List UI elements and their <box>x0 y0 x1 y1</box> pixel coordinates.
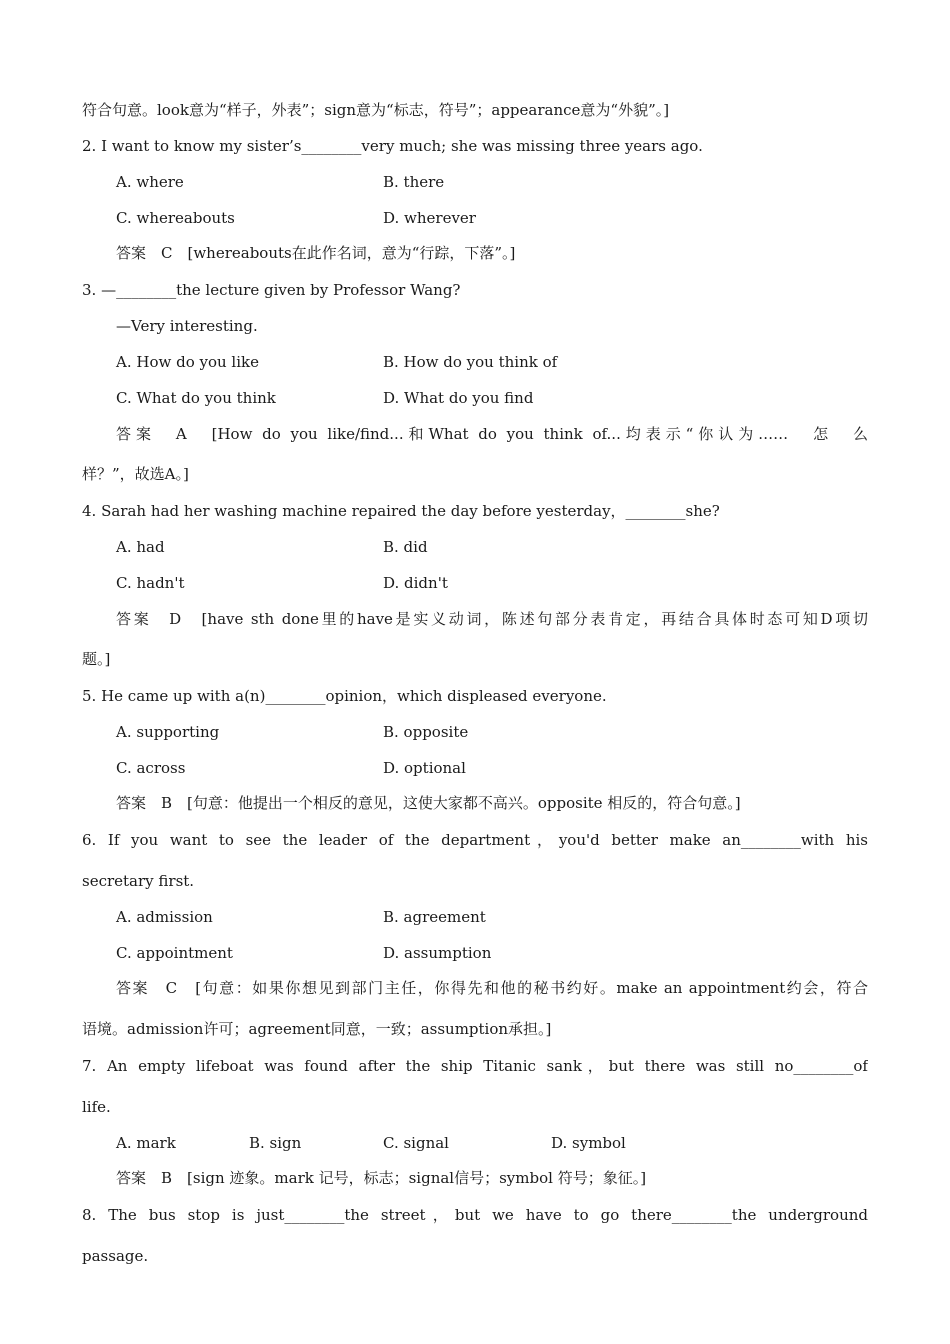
q6-option-a: A. admission <box>116 908 213 926</box>
q5-option-b: B. opposite <box>383 723 469 741</box>
q7-option-a: A. mark <box>116 1134 176 1152</box>
q6-option-c: C. appointment <box>116 944 233 962</box>
q3-answer-line2: 样？”，故选A。] <box>82 465 189 483</box>
q5-option-c: C. across <box>116 759 186 777</box>
answer-explanation-q1-tail: 符合句意。look意为“样子，外表”；sign意为“标志，符号”；appearance意为“外貌”。] <box>82 101 670 119</box>
q3-option-b: B. How do you think of <box>383 353 558 371</box>
question-5: 5. He came up with a(n)________opinion，which displeased everyone. <box>82 687 607 705</box>
q6-option-d: D. assumption <box>383 944 492 962</box>
q6-answer-line2: 语境。admission许可；agreement同意，一致；assumption承担。] <box>82 1020 552 1038</box>
q3-option-c: C. What do you think <box>116 389 276 407</box>
q3-option-d: D. What do you find <box>383 389 534 407</box>
q3-answer-line1: 答案 A [How do you like/find...和What do you think of...均表示“你认为…… 怎 么 <box>116 425 868 443</box>
question-7-line2: life. <box>82 1098 111 1116</box>
q2-option-a: A. where <box>116 173 184 191</box>
q7-option-c: C. signal <box>383 1134 449 1152</box>
q4-answer-line1: 答案 D [have sth done里的have是实义动词，陈述句部分表肯定，再结合具体时态可知D项切 <box>116 610 868 628</box>
q4-option-a: A. had <box>116 538 165 556</box>
q5-option-d: D. optional <box>383 759 466 777</box>
question-8-line2: passage. <box>82 1247 149 1265</box>
q7-answer: 答案 B [sign 迹象。mark 记号，标志；signal信号；symbol 符号；象征。] <box>116 1169 647 1187</box>
q2-option-c: C. whereabouts <box>116 209 235 227</box>
q6-option-b: B. agreement <box>383 908 486 926</box>
q5-answer: 答案 B [句意：他提出一个相反的意见，这使大家都不高兴。opposite 相反的，符合句意。] <box>116 794 741 812</box>
q4-option-b: B. did <box>383 538 428 556</box>
question-6-line2: secretary first. <box>82 872 195 890</box>
q5-option-a: A. supporting <box>116 723 220 741</box>
question-4: 4. Sarah had her washing machine repaired the day before yesterday，________she? <box>82 502 720 520</box>
q3-option-a: A. How do you like <box>116 353 259 371</box>
q4-answer-line2: 题。] <box>82 650 111 668</box>
q6-answer-line1: 答案 C [句意：如果你想见到部门主任，你得先和他的秘书约好。make an appointment约会，符合 <box>116 979 868 997</box>
q7-option-b: B. sign <box>249 1134 302 1152</box>
question-2: 2. I want to know my sister’s________very much; she was missing three years ago. <box>82 137 703 155</box>
q2-option-d: D. wherever <box>383 209 476 227</box>
question-6-line1: 6. If you want to see the leader of the department，you'd better make an________with his <box>82 831 868 849</box>
question-3: 3. —________the lecture given by Professor Wang? <box>82 281 461 299</box>
question-7-line1: 7. An empty lifeboat was found after the ship Titanic sank，but there was still no________of <box>82 1057 868 1075</box>
q7-option-d: D. symbol <box>551 1134 626 1152</box>
question-8-line1: 8. The bus stop is just________the street，but we have to go there________the underground <box>82 1206 868 1224</box>
q2-option-b: B. there <box>383 173 445 191</box>
q2-answer: 答案 C [whereabouts在此作名词，意为“行踪，下落”。] <box>116 244 516 262</box>
q3-response: —Very interesting. <box>116 317 258 335</box>
q4-option-c: C. hadn't <box>116 574 185 592</box>
q4-option-d: D. didn't <box>383 574 448 592</box>
